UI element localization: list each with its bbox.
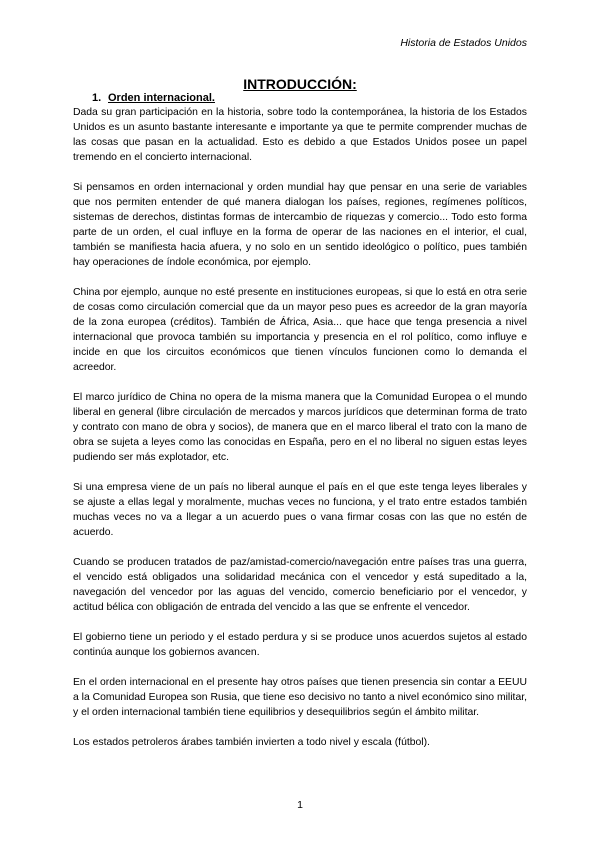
- document-body: [73, 76, 527, 765]
- document-title: INTRODUCCIÓN:: [243, 76, 357, 92]
- running-header: Historia de Estados Unidos: [400, 37, 527, 49]
- paragraph-gobierno: El gobierno tiene un periodo y el estado perdura y si se produce unos acuerdos sujetos al estado continúa aunque los gobiernos avancen.: [73, 632, 527, 658]
- paragraph-tratados: Cuando se producen tratados de paz/amistad-comercio/navegación entre países tras una guerra, el vencido está obligados una solidaridad mecánica con el vencedor y está supeditado a la, navegación del vencedor por las aguas del vencido, comercio beneficiario por el vencedor, y actitud bélica con obligación de entrada del vencido a las que se enfrente el vencedor.: [73, 557, 527, 613]
- paragraph-marco-juridico: El marco jurídico de China no opera de la misma manera que la Comunidad Europea o el mundo liberal en general (libre circulación de mercados y marcos jurídicos que determinan forma de trato y contrato con mano de obra y socios), de manera que en el marco liberal el trato con la mano de obra se sujeta a leyes como las conocidas en España, pero en el no liberal no siguen estas leyes pudiendo ser más explotador, etc.: [73, 392, 527, 463]
- page-number: 1: [297, 799, 303, 811]
- section-label: Orden internacional.: [108, 92, 215, 104]
- paragraph-china: China por ejemplo, aunque no esté presente en instituciones europeas, si que lo está en otra serie de cosas como circulación comercial que da un mayor peso pues es acreedor de la gran mayoría de la zona europea (créditos). También de África, Asia... que hace que tenga presencia a nivel internacional que provoca también su importancia y presencia en el rol político, como influye e incide en que los circuitos económicos que tienen vínculos funcionen como lo demanda el acreedor.: [73, 287, 527, 373]
- section-number: 1.: [92, 92, 102, 104]
- paragraph-estados-petroleros: Los estados petroleros árabes también invierten a todo nivel y escala (fútbol).: [73, 737, 430, 748]
- paragraph-orden-mundial: Si pensamos en orden internacional y orden mundial hay que pensar en una serie de variables que nos permiten entender de qué manera dialogan los países, regiones, regímenes políticos, sistemas de derechos, distintas formas de intercambio de riquezas y comercio... Todo esto forma parte de un orden, el cual influye en la forma de operar de las naciones en el interior, el cual, también se manifiesta hacia afuera, y no solo en un sentido ideológico o político, pues también hay operaciones de índole económica, por ejemplo.: [73, 182, 527, 268]
- paragraph-empresa: Si una empresa viene de un país no liberal aunque el país en el que este tenga leyes liberales y se ajuste a ellas legal y moralmente, muchas veces no funciona, y el trato entre estados también muchas veces no va a llegar a un acuerdo pues o vana firmar cosas con las que no estén de acuerdo.: [73, 482, 527, 538]
- paragraph-intro: Dada su gran participación en la historia, sobre todo la contemporánea, la historia de los Estados Unidos es un asunto bastante interesante e importante ya que te permite comprender muchas de las cosas que pasan en la actualidad. Esto es debido a que Estados Unidos posee un papel tremendo en el concierto internacional.: [73, 107, 527, 163]
- paragraph-orden-presente: En el orden internacional en el presente hay otros países que tienen presencia sin contar a EEUU a la Comunidad Europea son Rusia, que tiene eso decisivo no tanto a nivel económico sino militar, y el orden internacional también tiene equilibrios y desequilibrios según el ámbito militar.: [73, 677, 527, 718]
- section-heading: [92, 92, 527, 105]
